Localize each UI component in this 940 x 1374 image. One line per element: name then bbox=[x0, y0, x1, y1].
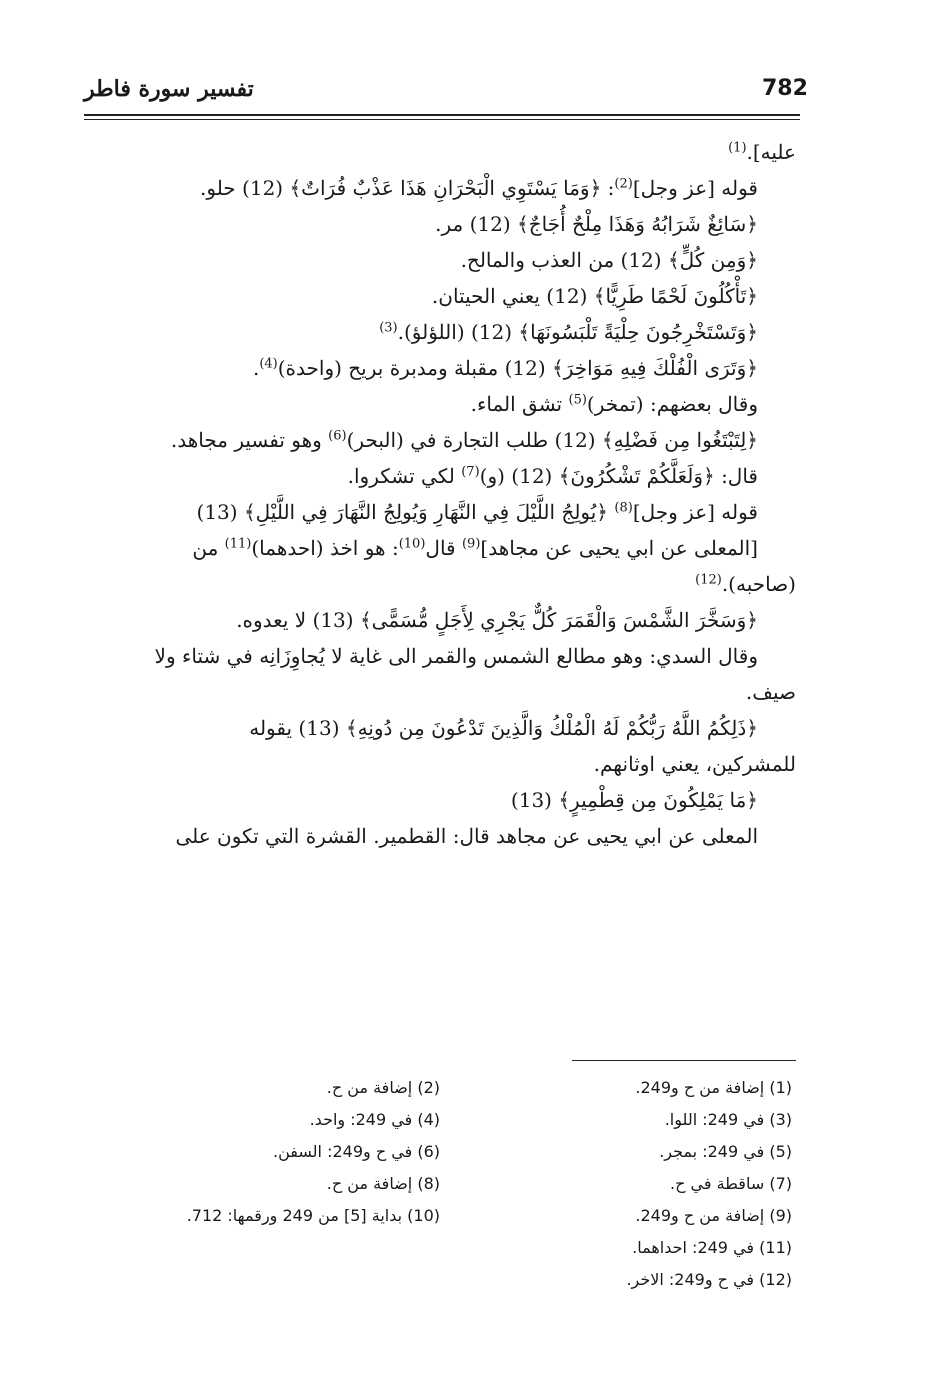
text-line-19: ﴿مَا يَمْلِكُونَ مِن قِطْمِيرٍ﴾ (13) bbox=[510, 788, 758, 812]
text-line-16: صيف. bbox=[745, 680, 796, 704]
footnote-rule bbox=[572, 1060, 796, 1061]
footnote-9: (9) إضافة من ح و249. bbox=[635, 1206, 792, 1225]
text-line-3: ﴿سَائِغٌ شَرَابُهُ وَهَذَا مِلْحٌ أُجَاجٌ﴾ (12) مر. bbox=[435, 212, 758, 236]
footnote-4: (4) في 249: واحد. bbox=[309, 1110, 440, 1129]
text-line-1: عليه].$^{(1)}$ bbox=[728, 140, 796, 164]
footnote-8: (8) إضافة من ح. bbox=[326, 1174, 440, 1193]
text-line-10: قال: ﴿وَلَعَلَّكُمْ تَشْكُرُونَ﴾ (12) (و)$^{(7)}$ لكي تشكروا. bbox=[347, 464, 758, 488]
text-line-7: ﴿وَتَرَى الْفُلْكَ فِيهِ مَوَاخِرَ﴾ (12) مقبلة ومدبرة بريح (واحدة)$^{(4)}$. bbox=[252, 356, 758, 380]
footnote-10: (10) بداية [5] من 249 ورقمها: 712. bbox=[186, 1206, 440, 1225]
header-rule-thin bbox=[84, 119, 800, 120]
text-line-6: ﴿وَتَسْتَخْرِجُونَ حِلْيَةً تَلْبَسُونَهَا﴾ (12) (اللؤلؤ).$^{(3)}$ bbox=[379, 320, 758, 344]
footnote-1: (1) إضافة من ح و249. bbox=[635, 1078, 792, 1097]
text-line-20: المعلى عن ابي يحيى عن مجاهد قال: القطمير. القشرة التي تكون على bbox=[175, 824, 758, 848]
text-line-17: ﴿ذَلِكُمُ اللَّهُ رَبُّكُمْ لَهُ الْمُلْكُ وَالَّذِينَ تَدْعُونَ مِن دُونِهِ﴾ (13) يقوله bbox=[249, 716, 758, 740]
page-header bbox=[84, 74, 808, 114]
text-line-15: وقال السدي: وهو مطالع الشمس والقمر الى غاية لا يُجاوِزَانِه في شتاء ولا bbox=[154, 644, 758, 668]
body-text bbox=[84, 134, 796, 854]
footnote-7: (7) ساقطة في ح. bbox=[670, 1174, 792, 1193]
text-line-4: ﴿وَمِن كُلٍّ﴾ (12) من العذب والمالح. bbox=[460, 248, 758, 272]
page-number: 782 bbox=[762, 76, 808, 101]
footnote-column-right bbox=[502, 1072, 792, 1296]
footnote-2: (2) إضافة من ح. bbox=[326, 1078, 440, 1097]
footnote-12: (12) في ح و249: الاخر. bbox=[626, 1270, 792, 1289]
running-title: تفسير سورة فاطر bbox=[84, 76, 254, 102]
text-line-5: ﴿تَأْكُلُونَ لَحْمًا طَرِيًّا﴾ (12) يعني الحيتان. bbox=[431, 284, 758, 308]
header-rule-thick bbox=[84, 114, 800, 116]
text-line-8: وقال بعضهم: (تمخر)$^{(5)}$ تشق الماء. bbox=[470, 392, 758, 416]
text-line-12: [المعلى عن ابي يحيى عن مجاهد]$^{(9)}$ قال$^{(10)}$: هو اخذ (احدهما)$^{(11)}$ من bbox=[192, 536, 758, 560]
footnote-11: (11) في 249: احداهما. bbox=[632, 1238, 792, 1257]
text-line-9: ﴿لِتَبْتَغُوا مِن فَضْلِهِ﴾ (12) طلب التجارة في (البحر)$^{(6)}$ وهو تفسير مجاهد. bbox=[170, 428, 758, 452]
footnote-column-left bbox=[84, 1072, 440, 1232]
text-line-2: قوله [عز وجل]$^{(2)}$: ﴿وَمَا يَسْتَوِي الْبَحْرَانِ هَذَا عَذْبٌ فُرَاتٌ﴾ (12) حلو. bbox=[200, 176, 758, 200]
text-line-14: ﴿وَسَخَّرَ الشَّمْسَ وَالْقَمَرَ كُلٌّ يَجْرِي لِأَجَلٍ مُّسَمًّى﴾ (13) لا يعدوه. bbox=[236, 608, 758, 632]
text-line-11: قوله [عز وجل]$^{(8)}$ ﴿يُولِجُ اللَّيْلَ فِي النَّهَارِ وَيُولِجُ النَّهَارَ فِي اللَّيْلِ﴾ (13) bbox=[196, 500, 758, 524]
text-line-13: (صاحبه).$^{(12)}$ bbox=[695, 572, 796, 596]
footnote-5: (5) في 249: بمجر. bbox=[659, 1142, 792, 1161]
footnote-6: (6) في ح و249: السفن. bbox=[273, 1142, 440, 1161]
footnote-3: (3) في 249: اللوا. bbox=[664, 1110, 792, 1129]
text-line-18: للمشركين، يعني اوثانهم. bbox=[593, 752, 796, 776]
